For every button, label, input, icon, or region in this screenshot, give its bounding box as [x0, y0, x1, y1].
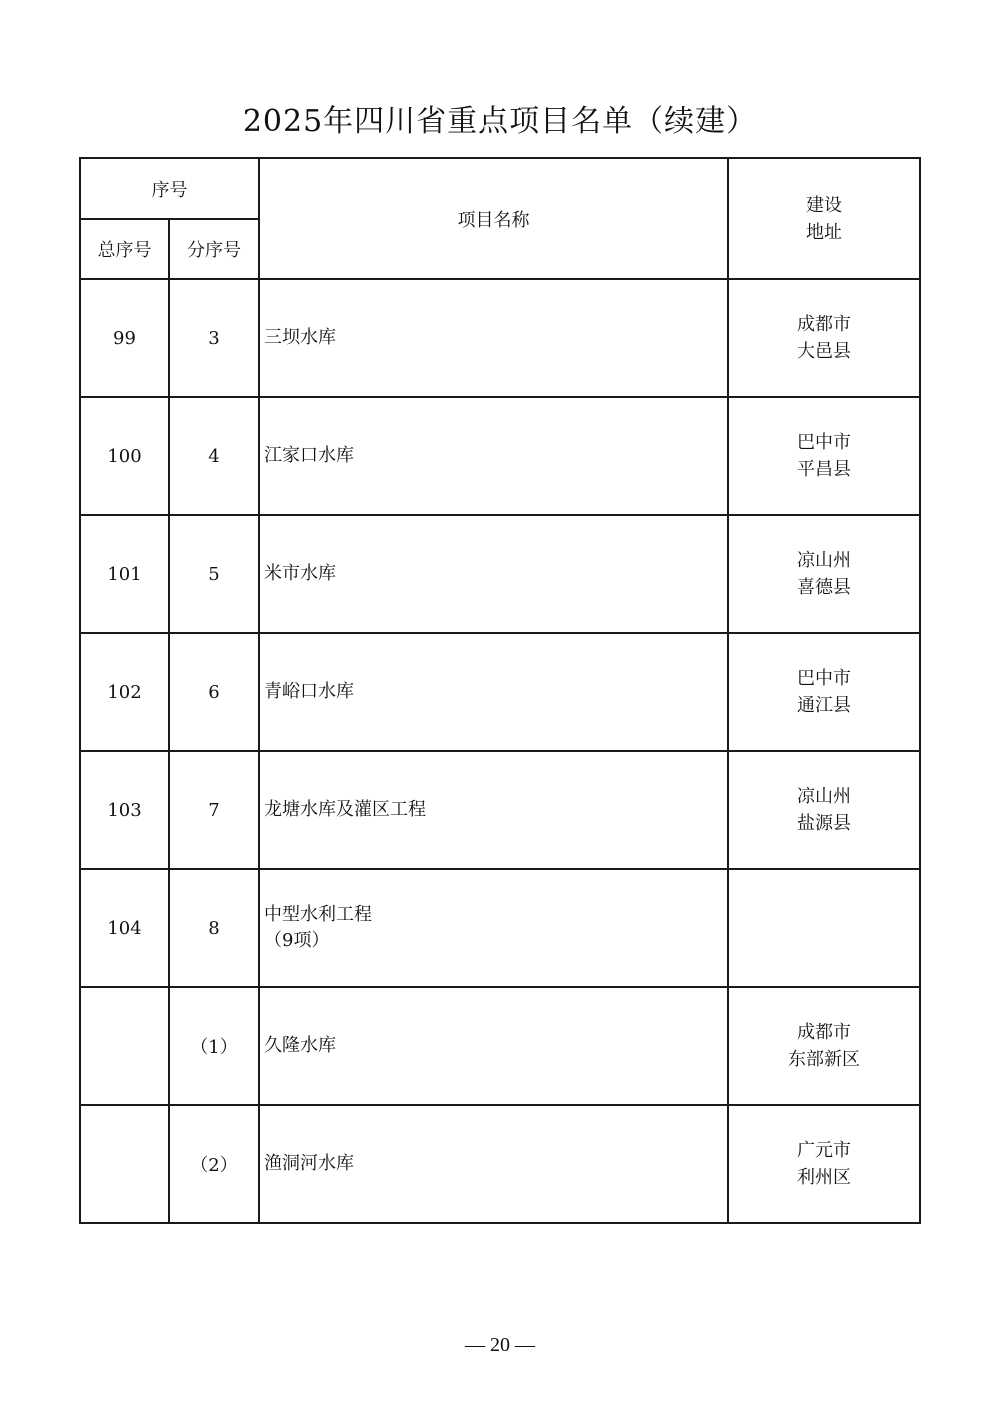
- sub-seq-cell: 7: [169, 751, 259, 869]
- table-row: [80, 633, 920, 751]
- project-name-line: 中型水利工程: [264, 904, 372, 925]
- project-name-cell: [259, 869, 728, 987]
- header-row-top: [80, 158, 920, 219]
- location-line2: 盐源县: [797, 813, 851, 834]
- location-cell: [728, 515, 920, 633]
- location-cell: [728, 1105, 920, 1223]
- table-row: [80, 751, 920, 869]
- sub-seq-cell: 3: [169, 279, 259, 397]
- header-location: [728, 158, 920, 279]
- location-line1: 巴中市: [797, 432, 851, 453]
- table-row: [80, 397, 920, 515]
- project-name-cell: [259, 397, 728, 515]
- project-name-cell: [259, 987, 728, 1105]
- header-sub-seq: 分序号: [169, 219, 259, 279]
- location-cell: [728, 633, 920, 751]
- project-name-cell: [259, 515, 728, 633]
- page-title: 2025年四川省重点项目名单（续建）: [242, 104, 758, 139]
- project-name-cell: [259, 751, 728, 869]
- sub-seq-cell: 5: [169, 515, 259, 633]
- location-cell: [728, 751, 920, 869]
- table-row: [80, 515, 920, 633]
- sub-seq-cell: 4: [169, 397, 259, 515]
- location-line2: 喜德县: [797, 577, 851, 598]
- location-line2: 大邑县: [797, 341, 851, 362]
- sub-seq-cell: （2）: [169, 1105, 259, 1223]
- total-seq-cell: [80, 987, 169, 1105]
- sub-seq-cell: 6: [169, 633, 259, 751]
- header-location-line1: 建设: [806, 194, 842, 216]
- total-seq-cell: 101: [80, 515, 169, 633]
- total-seq-cell: 103: [80, 751, 169, 869]
- total-seq-cell: [80, 1105, 169, 1223]
- project-name-subline: （9项）: [264, 930, 330, 951]
- table-row: [80, 987, 920, 1105]
- project-name-line: 青峪口水库: [264, 681, 354, 702]
- location-cell: [728, 397, 920, 515]
- location-cell: [728, 279, 920, 397]
- project-name-line: 龙塘水库及灌区工程: [264, 799, 426, 820]
- location-line2: 东部新区: [788, 1049, 860, 1070]
- sub-seq-cell: 8: [169, 869, 259, 987]
- location-line1: 凉山州: [797, 786, 851, 807]
- page-number: — 20 —: [465, 1334, 535, 1356]
- total-seq-cell: 102: [80, 633, 169, 751]
- project-name-line: 久隆水库: [264, 1035, 336, 1056]
- project-table: [79, 157, 921, 1224]
- header-seq-group: 序号: [80, 158, 259, 219]
- location-cell: [728, 869, 920, 987]
- project-name-cell: [259, 1105, 728, 1223]
- location-line1: 巴中市: [797, 668, 851, 689]
- table-row: [80, 279, 920, 397]
- project-name-cell: [259, 633, 728, 751]
- project-name-line: 三坝水库: [264, 327, 336, 348]
- location-line1: 成都市: [797, 314, 851, 335]
- project-name-cell: [259, 279, 728, 397]
- location-line2: 利州区: [797, 1167, 851, 1188]
- location-line1: 广元市: [797, 1140, 851, 1161]
- location-line2: 通江县: [797, 695, 851, 716]
- total-seq-cell: 99: [80, 279, 169, 397]
- header-location-line2: 地址: [806, 221, 842, 243]
- table-row: [80, 1105, 920, 1223]
- location-line1: 成都市: [797, 1022, 851, 1043]
- project-name-line: 江家口水库: [264, 445, 354, 466]
- table-row: [80, 869, 920, 987]
- location-line1: 凉山州: [797, 550, 851, 571]
- total-seq-cell: 104: [80, 869, 169, 987]
- project-name-line: 渔洞河水库: [264, 1153, 354, 1174]
- location-cell: [728, 987, 920, 1105]
- project-name-line: 米市水库: [264, 563, 336, 584]
- sub-seq-cell: （1）: [169, 987, 259, 1105]
- header-project-name: 项目名称: [259, 158, 728, 279]
- header-total-seq: 总序号: [80, 219, 169, 279]
- total-seq-cell: 100: [80, 397, 169, 515]
- location-line2: 平昌县: [797, 459, 851, 480]
